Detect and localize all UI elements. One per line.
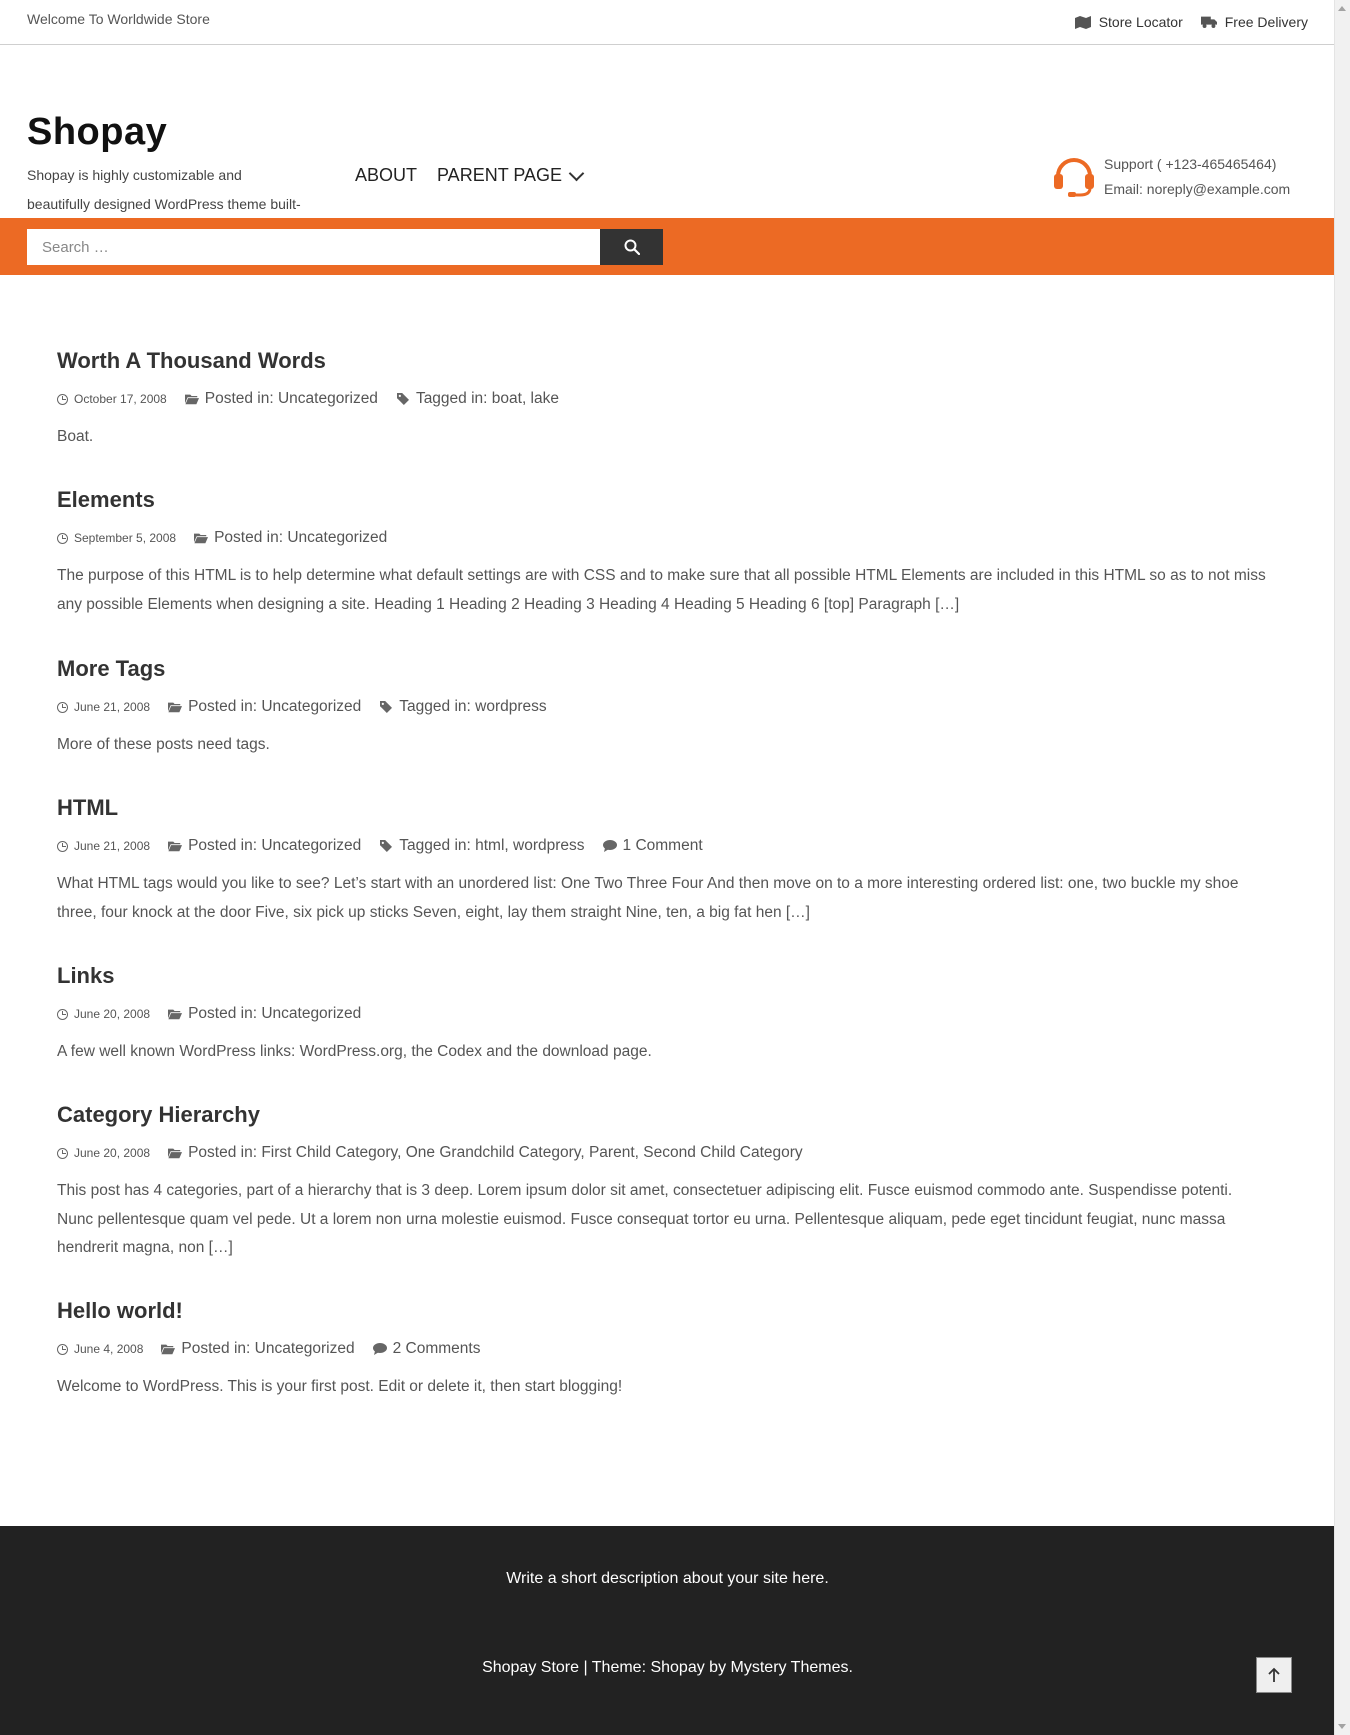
- category-link[interactable]: Uncategorized: [277, 390, 378, 407]
- free-delivery-link[interactable]: [1201, 14, 1308, 30]
- post-title[interactable]: Category Hierarchy: [57, 1102, 260, 1127]
- post-title[interactable]: HTML: [57, 795, 119, 820]
- store-locator-label: Store Locator: [1098, 14, 1183, 30]
- post-excerpt: The purpose of this HTML is to help determine what default settings are with CSS and to make sure that all possible HTML Elements are included in this HTML so as to not miss any possible Elements when designing a site. Heading 1 Heading 2 Heading 3 Heading 4 Heading 5 Heading 6 [top] Paragraph […]: [57, 567, 1266, 613]
- category-link[interactable]: First Child Category, One Grandchild Category, Parent, Second Child Category: [261, 1144, 803, 1161]
- posted-in-label: Posted in:: [188, 1144, 262, 1161]
- search-button[interactable]: [600, 229, 663, 265]
- post-categories: [185, 390, 378, 408]
- post-title[interactable]: More Tags: [57, 656, 166, 681]
- post-date-text: June 4, 2008: [74, 1342, 144, 1356]
- search-icon: [624, 239, 640, 255]
- nav-item-about[interactable]: ABOUT: [355, 165, 418, 185]
- post-date[interactable]: [57, 839, 150, 853]
- footer-credits: Shopay Store | Theme: Shopay by Mystery Themes.: [482, 1659, 853, 1676]
- post-excerpt: What HTML tags would you like to see? Let’s start with an unordered list: One Two Three Four And then move on to a more interesting ordered list: one, two buckle my shoe three, four knock at the door Five, six pick up sticks Seven, eight, lay them straight Nine, ten, a big fat hen […]: [57, 875, 1239, 921]
- clock-icon: [57, 841, 68, 852]
- post-categories: [194, 529, 387, 547]
- support-text: [1104, 152, 1290, 202]
- post-tags: [396, 390, 559, 408]
- post-title[interactable]: Worth A Thousand Words: [57, 348, 326, 373]
- comment-icon: [603, 840, 617, 852]
- site-footer: [0, 1526, 1335, 1735]
- site-header: [0, 45, 1335, 218]
- back-to-top-button[interactable]: [1256, 1657, 1292, 1693]
- post-comments[interactable]: [373, 1340, 481, 1358]
- category-link[interactable]: Uncategorized: [254, 1340, 355, 1357]
- folder-open-icon: [168, 701, 182, 713]
- post-date[interactable]: [57, 531, 176, 545]
- post-categories: [161, 1340, 354, 1358]
- folder-open-icon: [168, 1008, 182, 1020]
- site-title[interactable]: Shopay: [27, 111, 168, 153]
- post: [57, 651, 1267, 790]
- folder-open-icon: [185, 393, 199, 405]
- post: [57, 343, 1267, 482]
- folder-open-icon: [168, 1147, 182, 1159]
- scroll-up-icon[interactable]: [1338, 6, 1346, 11]
- welcome-text: Welcome To Worldwide Store: [27, 11, 210, 27]
- free-delivery-label: Free Delivery: [1224, 14, 1308, 30]
- folder-open-icon: [194, 532, 208, 544]
- category-link[interactable]: Uncategorized: [261, 1005, 362, 1022]
- post-excerpt: This post has 4 categories, part of a hierarchy that is 3 deep. Lorem ipsum dolor sit amet, consectetuer adipiscing elit. Fusce euismod commodo ante. Suspendisse potenti. Nunc pellentesque quam vel pede. Ut a lorem non urna molestie euismod. Fusce consequat tortor eu urna. Pellentesque aliquam, pede eget tincidunt feugiat, nunc massa hendrerit magna, non […]: [57, 1182, 1233, 1256]
- tag-links[interactable]: html, wordpress: [475, 837, 585, 854]
- post-date[interactable]: [57, 1146, 150, 1160]
- chevron-down-icon: [569, 165, 585, 181]
- clock-icon: [57, 533, 68, 544]
- post-categories: [168, 837, 361, 855]
- posted-in-label: Posted in:: [181, 1340, 255, 1357]
- posts-list: [57, 343, 1267, 1432]
- support-email: Email: noreply@example.com: [1104, 181, 1291, 197]
- post-meta: [57, 518, 1267, 558]
- clock-icon: [57, 1148, 68, 1159]
- tagged-in-label: Tagged in:: [415, 390, 492, 407]
- truck-icon: [1201, 15, 1217, 29]
- category-link[interactable]: Uncategorized: [261, 698, 362, 715]
- post-categories: [168, 1005, 361, 1023]
- map-icon: [1075, 15, 1091, 29]
- post-meta: [57, 687, 1267, 727]
- site-description: Shopay is highly customizable and beautifully designed WordPress theme built-: [27, 167, 301, 212]
- clock-icon: [57, 702, 68, 713]
- category-link[interactable]: Uncategorized: [261, 837, 362, 854]
- category-link[interactable]: Uncategorized: [287, 529, 388, 546]
- top-bar: [0, 0, 1335, 45]
- post-title[interactable]: Hello world!: [57, 1298, 183, 1323]
- tagged-in-label: Tagged in:: [399, 698, 476, 715]
- comment-icon: [373, 1343, 387, 1355]
- post-categories: [168, 1144, 803, 1162]
- post-categories: [168, 698, 361, 716]
- post-date[interactable]: [57, 392, 167, 406]
- search-bar: [0, 218, 1335, 275]
- post-meta: [57, 1133, 1267, 1173]
- comments-count: 2 Comments: [392, 1340, 481, 1357]
- post-date[interactable]: [57, 1342, 143, 1356]
- clock-icon: [57, 394, 68, 405]
- post-excerpt: Boat.: [57, 428, 94, 445]
- posted-in-label: Posted in:: [204, 390, 278, 407]
- clock-icon: [57, 1009, 68, 1020]
- post-tags: [379, 698, 546, 716]
- post-date-text: June 20, 2008: [74, 1146, 151, 1160]
- post-date-text: June 21, 2008: [74, 839, 151, 853]
- comments-count: 1 Comment: [622, 837, 703, 854]
- posted-in-label: Posted in:: [188, 837, 262, 854]
- footer-description: Write a short description about your site here.: [506, 1570, 829, 1587]
- top-bar-links: [1075, 14, 1308, 30]
- search-input[interactable]: [27, 229, 600, 265]
- posted-in-label: Posted in:: [188, 1005, 262, 1022]
- post-date-text: June 21, 2008: [74, 700, 151, 714]
- tag-icon: [379, 701, 393, 713]
- headset-icon: [1050, 150, 1098, 198]
- clock-icon: [57, 1344, 68, 1355]
- post-excerpt: Welcome to WordPress. This is your first post. Edit or delete it, then start blogging!: [57, 1378, 623, 1395]
- post-meta: [57, 379, 1267, 419]
- nav-item-parent-page[interactable]: [437, 165, 582, 186]
- posted-in-label: Posted in:: [214, 529, 288, 546]
- vertical-scrollbar[interactable]: [1334, 0, 1350, 1735]
- support-info: [1050, 150, 1290, 202]
- tag-icon: [396, 393, 410, 405]
- post-excerpt: More of these posts need tags.: [57, 736, 270, 753]
- post-title[interactable]: Elements: [57, 487, 155, 512]
- posted-in-label: Posted in:: [188, 698, 262, 715]
- post-date-text: June 20, 2008: [74, 1007, 151, 1021]
- post: [57, 1293, 1267, 1432]
- tag-links[interactable]: wordpress: [475, 698, 547, 715]
- post-meta: [57, 1329, 1267, 1369]
- arrow-up-icon: [1267, 1667, 1281, 1683]
- post-date[interactable]: [57, 700, 150, 714]
- support-phone: Support ( +123-465465464): [1104, 156, 1277, 172]
- scroll-down-icon[interactable]: [1338, 1724, 1346, 1729]
- post-excerpt: A few well known WordPress links: WordPress.org, the Codex and the download page.: [57, 1043, 652, 1060]
- post: [57, 790, 1267, 958]
- post-tags: [379, 837, 584, 855]
- post: [57, 482, 1267, 651]
- store-locator-link[interactable]: [1075, 14, 1183, 30]
- post-date[interactable]: [57, 1007, 150, 1021]
- post: [57, 1097, 1267, 1293]
- post-comments[interactable]: [603, 837, 703, 855]
- post-meta: [57, 826, 1267, 866]
- main-navigation: [355, 165, 582, 186]
- post-meta: [57, 994, 1267, 1034]
- tagged-in-label: Tagged in:: [399, 837, 476, 854]
- post-title[interactable]: Links: [57, 963, 115, 988]
- folder-open-icon: [161, 1343, 175, 1355]
- nav-item-parent-page-label: PARENT PAGE: [437, 165, 563, 185]
- folder-open-icon: [168, 840, 182, 852]
- post: [57, 958, 1267, 1097]
- tag-links[interactable]: boat, lake: [491, 390, 559, 407]
- post-date-text: September 5, 2008: [74, 531, 177, 545]
- post-date-text: October 17, 2008: [74, 392, 167, 406]
- tag-icon: [379, 840, 393, 852]
